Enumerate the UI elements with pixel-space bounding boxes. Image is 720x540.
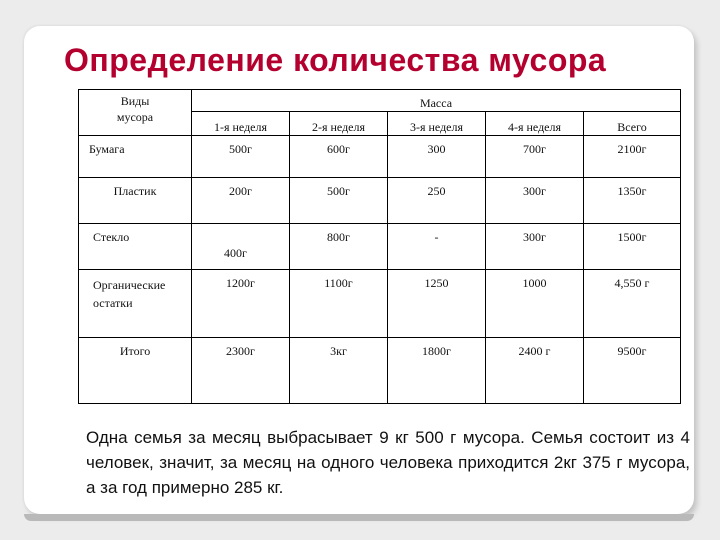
table-cell: 500г — [290, 178, 388, 224]
table-cell: 250 — [388, 178, 486, 224]
table-cell: 1200г — [192, 270, 290, 338]
header-total: Всего — [584, 112, 681, 136]
header-mass: Масса — [192, 90, 681, 112]
waste-table — [78, 89, 681, 404]
row-label: Итого — [79, 338, 192, 404]
table-cell: 1100г — [290, 270, 388, 338]
table-cell: 2100г — [584, 136, 681, 178]
table-cell: 9500г — [584, 338, 681, 404]
table-cell: 1500г — [584, 224, 681, 270]
table-cell: 1350г — [584, 178, 681, 224]
table-cell: 300г — [486, 178, 584, 224]
header-week-4: 4-я неделя — [486, 112, 584, 136]
table-row-plastic — [79, 178, 681, 224]
table-row-paper — [79, 136, 681, 178]
summary-paragraph: Одна семья за месяц выбрасывает 9 кг 500 г мусора. Семья состоит из 4 человек, значит, за месяц на одного человека приходится 2кг 375 г мусора, а за год примерно 285 кг. — [86, 428, 690, 497]
row-label: Бумага — [79, 136, 192, 178]
table-row-organic — [79, 270, 681, 338]
table-cell: 400г — [192, 224, 290, 270]
header-week-2: 2-я неделя — [290, 112, 388, 136]
table-cell: 300г — [486, 224, 584, 270]
table-cell: 1250 — [388, 270, 486, 338]
row-label: Пластик — [79, 178, 192, 224]
slide-bottom-bar — [24, 514, 694, 521]
header-waste-kind: Виды мусора — [79, 90, 192, 136]
table-row-total — [79, 338, 681, 404]
table-cell: 1800г — [388, 338, 486, 404]
page-title: Определение количества мусора — [64, 42, 607, 78]
header-week-1: 1-я неделя — [192, 112, 290, 136]
table-cell: 200г — [192, 178, 290, 224]
table-cell: 300 — [388, 136, 486, 178]
header-week-3: 3-я неделя — [388, 112, 486, 136]
table-cell: 1000 — [486, 270, 584, 338]
table-cell: 600г — [290, 136, 388, 178]
table-cell: 3кг — [290, 338, 388, 404]
table-cell: 500г — [192, 136, 290, 178]
table-cell: 2400 г — [486, 338, 584, 404]
row-label: Стекло — [79, 224, 192, 270]
table-cell: 700г — [486, 136, 584, 178]
table-cell: 800г — [290, 224, 388, 270]
table-cell: 2300г — [192, 338, 290, 404]
table-cell: 4,550 г — [584, 270, 681, 338]
table-cell: - — [388, 224, 486, 270]
table-row-glass — [79, 224, 681, 270]
row-label: Органические остатки — [79, 270, 192, 338]
